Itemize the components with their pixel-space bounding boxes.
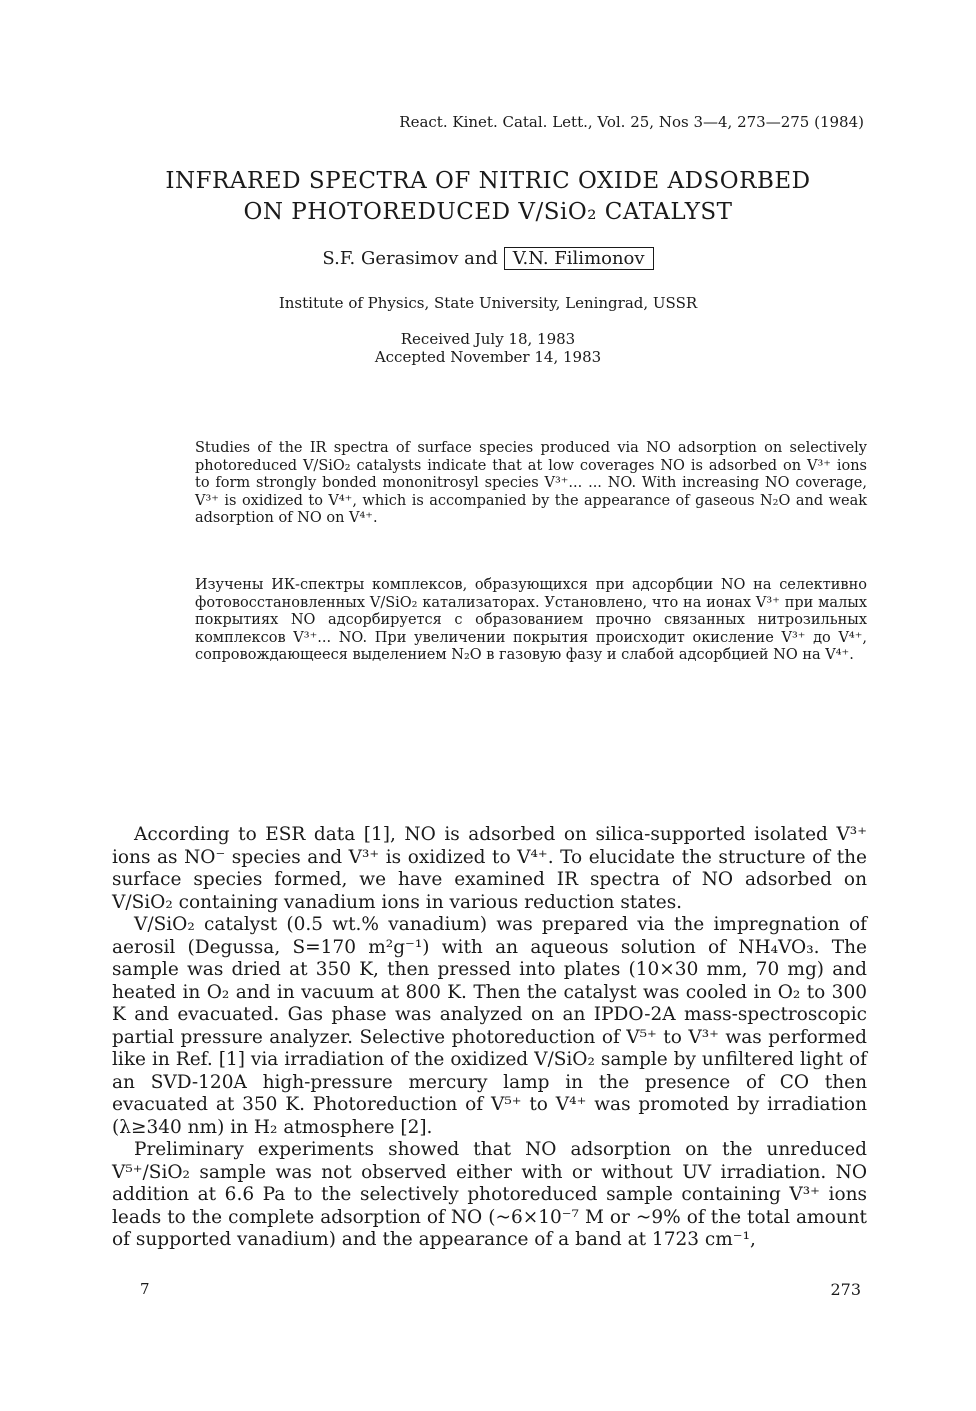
footer-mark: 7 (140, 1280, 150, 1298)
accepted-date: Accepted November 14, 1983 (374, 348, 602, 366)
body-text (112, 824, 867, 1252)
title-line-1: INFRARED SPECTRA OF NITRIC OXIDE ADSORBED (165, 168, 811, 194)
title-line-2: ON PHOTOREDUCED V/SiO₂ CATALYST (243, 199, 733, 225)
author-1: S.F. Gerasimov and (322, 248, 498, 269)
dates (0, 330, 976, 366)
journal-citation: React. Kinet. Catal. Lett., Vol. 25, Nos 3—4, 273—275 (1984) (399, 113, 864, 131)
paper-title (0, 166, 976, 228)
abstract-english: Studies of the IR spectra of surface species produced via NO adsorption on selectively photoreduced V/SiO₂ catalysts indicate that at low coverages NO is adsorbed on V³⁺ ions to form strongly bonded mononitrosyl species V³⁺... ... NO. With increasing NO coverage, V³⁺ is oxidized to V⁴⁺, which is accompanied by the appearance of gaseous N₂O and weak adsorption of NO on V⁴⁺. (195, 440, 867, 526)
author-2-boxed: V.N. Filimonov (504, 247, 654, 270)
authors (0, 248, 976, 269)
paragraph-2: V/SiO₂ catalyst (0.5 wt.% vanadium) was prepared via the impregnation of aerosil (Degussa, S=170 m²g⁻¹) with an aqueous solution of NH₄VO₃. The sample was dried at 350 K, then pressed into plates (10×30 mm, 70 mg) and heated in O₂ and in vacuum at 800 K. Then the catalyst was cooled in O₂ to 300 K and evacuated. Gas phase was analyzed on an IPDO-2A mass-spectroscopic partial pressure analyzer. Selective photoreduction of V⁵⁺ to V³⁺ was performed like in Ref. [1] via irradiation of the oxidized V/SiO₂ sample by unfiltered light of an SVD-120A high-pressure mercury lamp in the presence of CO then evacuated at 350 K. Photoreduction of V⁵⁺ to V⁴⁺ was promoted by irradiation (λ≥340 nm) in H₂ atmosphere [2]. (112, 914, 867, 1138)
received-date: Received July 18, 1983 (400, 330, 576, 348)
page-number: 273 (830, 1280, 861, 1299)
affiliation: Institute of Physics, State University, Leningrad, USSR (278, 294, 698, 312)
paragraph-1: According to ESR data [1], NO is adsorbed on silica-supported isolated V³⁺ ions as NO⁻ species and V³⁺ is oxidized to V⁴⁺. To elucidate the structure of the surface species formed, we have examined IR spectra of NO adsorbed on V/SiO₂ containing vanadium ions in various reduction states. (112, 824, 867, 913)
abstract-russian: Изучены ИК-спектры комплексов, образующихся при адсорбции NO на селективно фотовосстановленных V/SiO₂ катализаторах. Установлено, что на ионах V³⁺ при малых покрытиях NO адсорбируется с образованием прочно связанных нитрозильных комплексов V³⁺... NO. При увеличении покрытия происходит окисление V³⁺ до V⁴⁺, сопровождающееся выделением N₂O в газовую фазу и слабой адсорбцией NO на V⁴⁺. (195, 577, 867, 663)
paragraph-3: Preliminary experiments showed that NO adsorption on the unreduced V⁵⁺/SiO₂ sample was not observed either with or without UV irradiation. NO addition at 6.6 Pa to the selectively photoreduced sample containing V³⁺ ions leads to the complete adsorption of NO (~6×10⁻⁷ M or ~9% of the total amount of supported vanadium) and the appearance of a band at 1723 cm⁻¹, (112, 1139, 867, 1250)
